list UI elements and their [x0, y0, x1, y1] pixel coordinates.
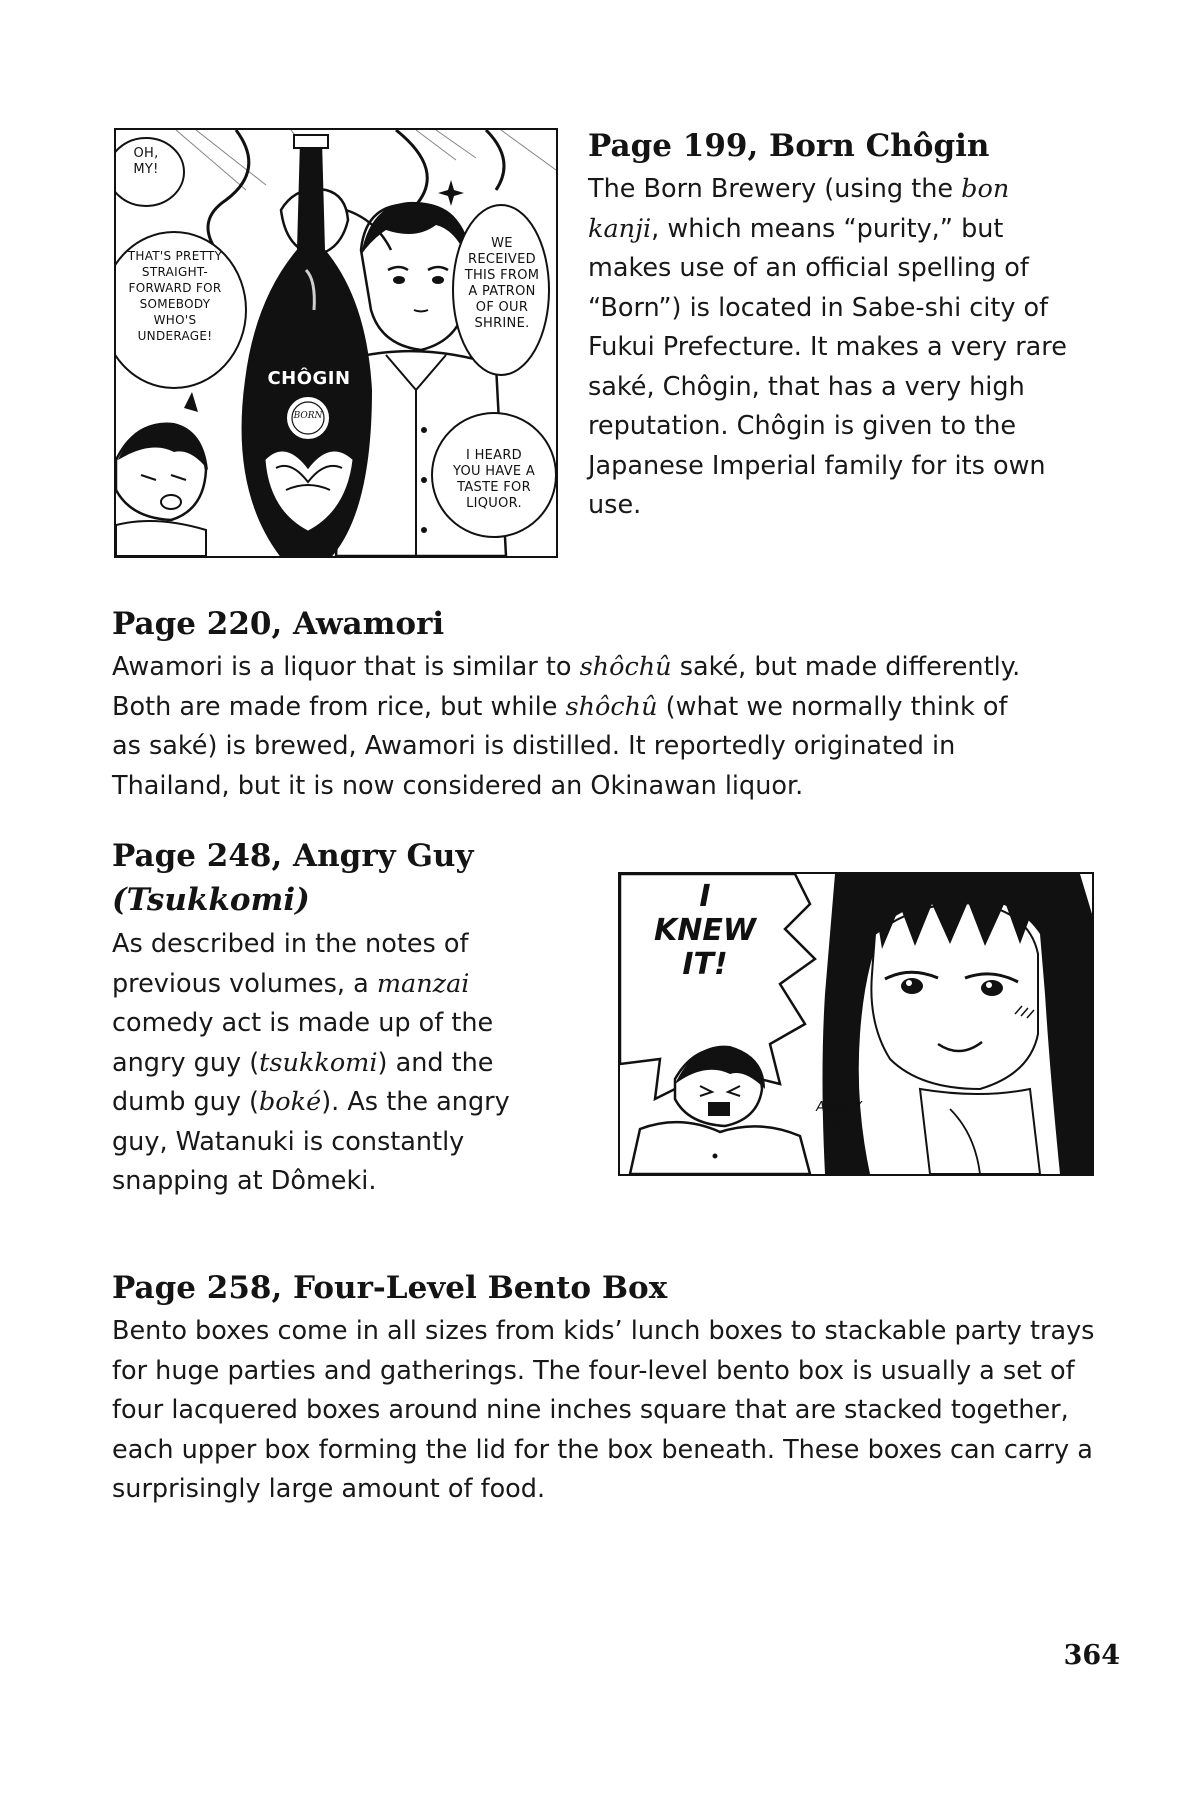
bubble-oh-my: OH, MY!: [133, 146, 159, 177]
angry-italic-2: tsukkomi: [259, 1047, 378, 1078]
shout-i-knew-it: I KNEW IT!: [654, 879, 756, 982]
awamori-italic-2: shôchû: [565, 691, 658, 722]
angry-italic-3: boké: [258, 1087, 322, 1117]
angry-text-2: comedy act is made up of the angry guy (: [112, 1008, 494, 1078]
manga-panel-angry-guy: [618, 872, 1094, 1176]
page-number: 364: [1063, 1640, 1120, 1671]
caption-angry-guy: ANGRY GUY: [816, 1100, 862, 1131]
awamori-text-3: (what we normally think of as saké) is brewed, Awamori is distilled. It reportedly originated in Thailand, but it is now considered an Okinawan liquor.: [112, 691, 1008, 801]
manga-panel-chogin: [114, 128, 558, 558]
bottle-label: CHÔGIN: [267, 368, 351, 389]
angry-text-4: ). As the angry guy, Watanuki is constantly snapping at Dômeki.: [112, 1087, 510, 1196]
note-title-awamori: Page 220, Awamori: [112, 606, 445, 642]
born-text-1: The Born Brewery (using the: [588, 174, 962, 204]
awamori-text-1: Awamori is a liquor that is similar to: [112, 652, 580, 682]
angry-text-1: As described in the notes of previous volumes, a: [112, 929, 469, 999]
angry-text-3: ) and the dumb guy (: [112, 1047, 494, 1117]
born-italic-1: bon kanji: [588, 174, 1010, 244]
awamori-italic-1: shôchû: [579, 652, 672, 682]
note-title-bento-box: Page 258, Four-Level Bento Box: [112, 1270, 668, 1306]
note-body-born-chogin: [588, 170, 1083, 526]
note-title-angry-guy: Page 248, Angry Guy: [112, 838, 474, 874]
bottle-seal: BORN: [293, 411, 323, 421]
note-body-angry-guy: [112, 925, 552, 1202]
bubble-heard: I HEARD YOU HAVE A TASTE FOR LIQUOR.: [452, 448, 536, 511]
note-subtitle-tsukkomi: (Tsukkomi): [112, 882, 310, 918]
born-text-2: , which means “purity,” but makes use of an official spelling of “Born”) is located in Sabe-shi city of Fukui Prefecture. It makes a very rare saké, Chôgin, that has a very high reputation. Chôgin is given to the Japanese Imperial family for its own use.: [588, 213, 1067, 520]
angry-italic-1: manzai: [376, 968, 470, 999]
note-body-bento-box: Bento boxes come in all sizes from kids’ lunch boxes to stackable party trays for huge parties and gatherings. The four-level bento box is usually a set of four lacquered boxes around nine inches square that are stacked together, each upper box forming the lid for the box beneath. These boxes can carry a surprisingly large amount of food.: [112, 1316, 1095, 1504]
awamori-text-2: saké, but made differently. Both are made from rice, but while: [112, 652, 1021, 722]
note-title-born-chogin: Page 199, Born Chôgin: [588, 128, 990, 164]
bubble-straightforward: THAT'S PRETTY STRAIGHT- FORWARD FOR SOMEBODY WHO'S UNDERAGE!: [127, 249, 223, 343]
note-body-awamori: [112, 648, 1042, 806]
bubble-received: WE RECEIVED THIS FROM A PATRON OF OUR SHRINE.: [464, 236, 540, 331]
